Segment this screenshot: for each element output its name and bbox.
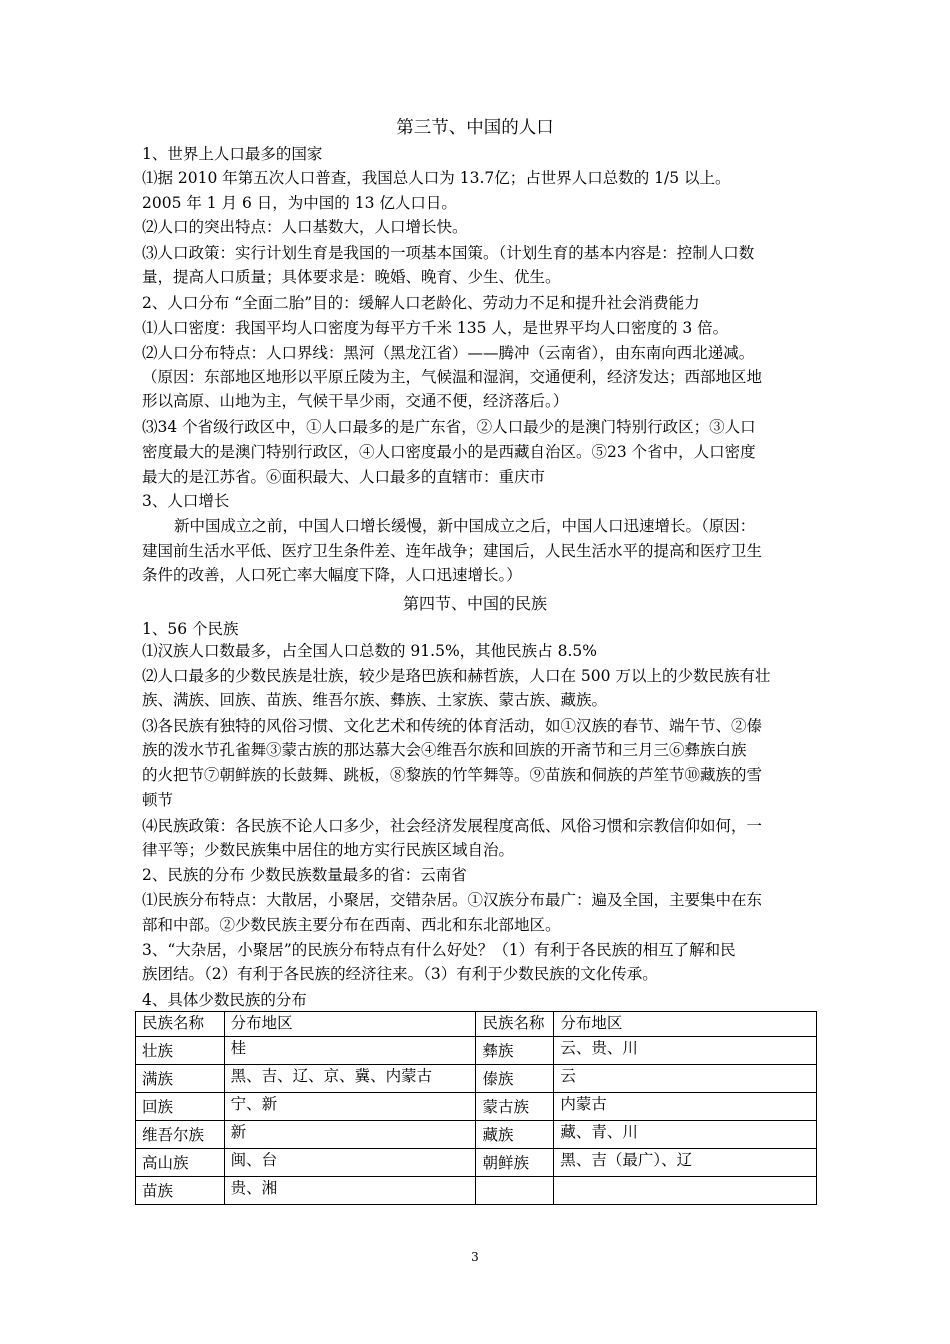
text-line: 1、世界上人口最多的国家	[142, 145, 323, 163]
text-line: （原因：东部地区地形以平原丘陵为主，气候温和湿润，交通便利，经济发达；西部地区地	[142, 368, 763, 386]
table-cell: 宁、新	[224, 1093, 476, 1121]
text-line: 形以高原、山地为主，气候干旱少雨，交通不便，经济落后。）	[142, 392, 569, 410]
table-cell: 朝鲜族	[476, 1149, 554, 1177]
table-cell	[476, 1177, 554, 1205]
table-cell: 彝族	[476, 1037, 554, 1065]
text-line: ⑵人口分布特点：人口界线：黑河（黑龙江省）——腾冲（云南省），由东南向西北递减。	[142, 344, 755, 362]
table-row	[136, 1037, 817, 1065]
table-cell: 云	[554, 1065, 817, 1093]
text-line: 律平等；少数民族集中居住的地方实行民族区域自治。	[142, 841, 515, 859]
table-row	[136, 1093, 817, 1121]
table-cell: 云、贵、川	[554, 1037, 817, 1065]
text-line: 2、民族的分布 少数民族数量最多的省：云南省	[142, 866, 467, 884]
text-line: 族的泼水节孔雀舞③蒙古族的那达慕大会④维吾尔族和回族的开斋节和三月三⑥彝族白族	[142, 741, 747, 759]
text-line: 建国前生活水平低、医疗卫生条件差、连年战争；建国后，人民生活水平的提高和医疗卫生	[142, 542, 763, 560]
table-cell: 回族	[136, 1093, 225, 1121]
table-row	[136, 1121, 817, 1149]
table-cell: 贵、湘	[224, 1177, 476, 1205]
table-cell: 闽、台	[224, 1149, 476, 1177]
text-line: 族团结。（2）有利于各民族的经济往来。（3）有利于少数民族的文化传承。	[142, 965, 658, 983]
table-cell: 藏、青、川	[554, 1121, 817, 1149]
text-line: 1、56 个民族	[142, 620, 239, 638]
text-line: 3、“大杂居，小聚居”的民族分布特点有什么好处？（1）有利于各民族的相互了解和民	[142, 941, 736, 959]
text-line: 最大的是江苏省。⑥面积最大、人口最多的直辖市：重庆市	[142, 468, 546, 486]
text-line: ⑴民族分布特点：大散居，小聚居，交错杂居。①汉族分布最广：遍及全国，主要集中在东	[142, 891, 763, 909]
text-line: ⑷民族政策：各民族不论人口多少，社会经济发展程度高低、风俗习惯和宗教信仰如何，一	[142, 817, 763, 835]
text-line: ⑶各民族有独特的风俗习惯、文化艺术和传统的体育活动，如①汉族的春节、端午节、②傣	[142, 717, 763, 735]
table-row	[136, 1065, 817, 1093]
text-line: 条件的改善，人口死亡率大幅度下降，人口迅速增长。）	[142, 566, 522, 584]
section4-title: 第四节、中国的民族	[402, 594, 547, 613]
table-row	[136, 1177, 817, 1205]
text-line: ⑶34 个省级行政区中，①人口最多的是广东省，②人口最少的是澳门特别行政区；③人口	[142, 418, 756, 436]
table-cell: 黑、吉、辽、京、冀、内蒙古	[224, 1065, 476, 1093]
text-line: 3、人口增长	[142, 492, 230, 510]
text-line: ⑵人口的突出特点：人口基数大，人口增长快。	[142, 218, 468, 236]
text-line: 密度最大的是澳门特别行政区，④人口密度最小的是西藏自治区。⑤23 个省中，人口密度	[142, 443, 756, 461]
table-cell: 新	[224, 1121, 476, 1149]
table-header-cell: 分布地区	[554, 1012, 817, 1037]
table-cell: 内蒙古	[554, 1093, 817, 1121]
text-line: ⑵人口最多的少数民族是壮族，较少是珞巴族和赫哲族，人口在 500 万以上的少数民族有壮	[142, 667, 771, 685]
ethnic-distribution-table	[135, 1011, 817, 1205]
text-line: ⑴据 2010 年第五次人口普查，我国总人口为 13.7亿；占世界人口总数的 1/5 以上。	[142, 169, 731, 187]
page-number: 3	[471, 1250, 479, 1264]
text-line: ⑶人口政策：实行计划生育是我国的一项基本国策。（计划生育的基本内容是：控制人口数	[142, 244, 755, 262]
table-cell: 高山族	[136, 1149, 225, 1177]
text-line: 2、人口分布 “全面二胎”目的：缓解人口老龄化、劳动力不足和提升社会消费能力	[142, 294, 700, 312]
text-line: 量，提高人口质量；具体要求是：晚婚、晚育、少生、优生。	[142, 268, 561, 286]
table-cell: 傣族	[476, 1065, 554, 1093]
table-header-cell: 民族名称	[476, 1012, 554, 1037]
table-cell: 苗族	[136, 1177, 225, 1205]
text-line: 族、满族、回族、苗族、维吾尔族、彝族、土家族、蒙古族、藏族。	[142, 691, 608, 709]
table-cell: 黑、吉（最广）、辽	[554, 1149, 817, 1177]
text-line: ⑴汉族人口数最多，占全国人口总数的 91.5%，其他民族占 8.5%	[142, 642, 597, 660]
text-line: 4、具体少数民族的分布	[142, 991, 307, 1009]
table-cell	[554, 1177, 817, 1205]
text-line: ⑴人口密度：我国平均人口密度为每平方千米 135 人，是世界平均人口密度的 3 倍。	[142, 319, 729, 337]
text-line: 部和中部。②少数民族主要分布在西南、西北和东北部地区。	[142, 916, 561, 934]
text-line: 顿节	[142, 791, 174, 809]
table-cell: 壮族	[136, 1037, 225, 1065]
text-line: 2005 年 1 月 6 日，为中国的 13 亿人口日。	[142, 194, 457, 212]
table-header-cell: 分布地区	[224, 1012, 476, 1037]
text-line: 新中国成立之前，中国人口增长缓慢，新中国成立之后，中国人口迅速增长。（原因：	[174, 517, 756, 535]
table-cell: 蒙古族	[476, 1093, 554, 1121]
table-cell: 满族	[136, 1065, 225, 1093]
table-header-row	[136, 1012, 817, 1037]
text-line: 的火把节⑦朝鲜族的长鼓舞、跳板，⑧黎族的竹竿舞等。⑨苗族和侗族的芦笙节⑩藏族的雪	[142, 766, 763, 784]
section3-title: 第三节、中国的人口	[396, 118, 554, 138]
table-row	[136, 1149, 817, 1177]
table-cell: 维吾尔族	[136, 1121, 225, 1149]
table-cell: 桂	[224, 1037, 476, 1065]
table-cell: 藏族	[476, 1121, 554, 1149]
table-header-cell: 民族名称	[136, 1012, 225, 1037]
